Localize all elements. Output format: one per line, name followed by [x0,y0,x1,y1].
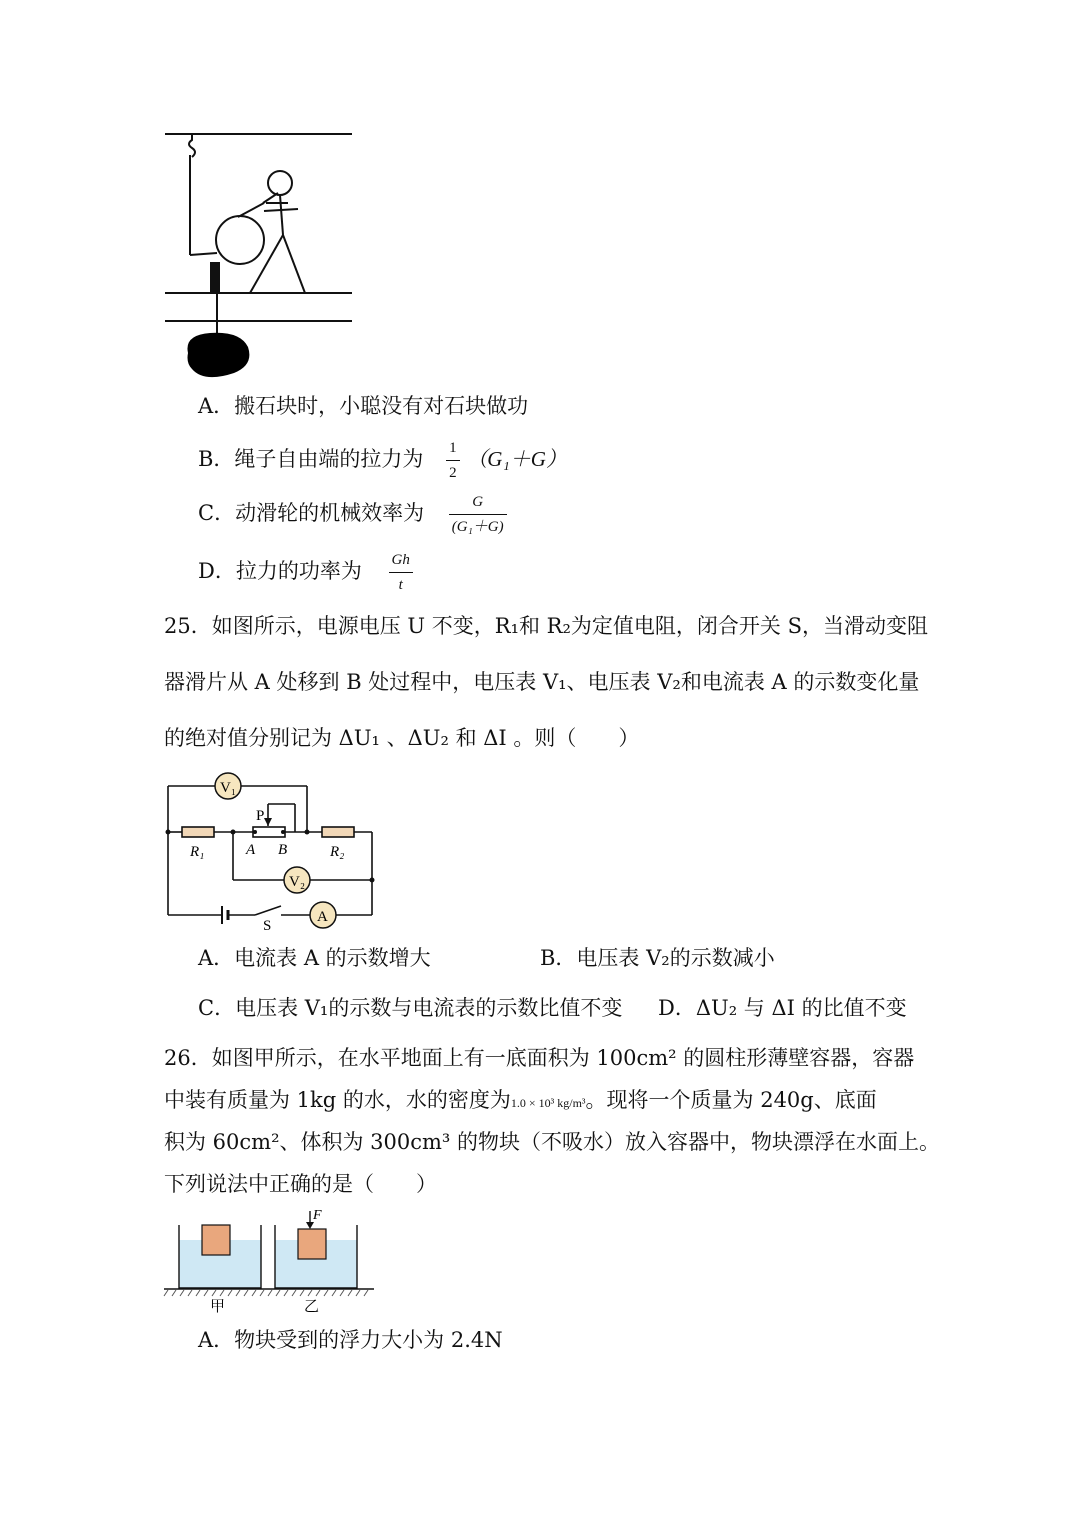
switch-s-label: S [263,918,272,930]
q26-stem-line3: 积为 60cm²、体积为 300cm³ 的物块（不吸水）放入容器中，物块漂浮在水面上。 [164,1130,941,1154]
q25-stem-line2: 器滑片从 A 处移到 B 处过程中，电压表 V₁、电压表 V₂和电流表 A 的示数变化量 [164,670,920,694]
q25-stem-line1: 25．如图所示，电源电压 U 不变，R₁和 R₂为定值电阻，闭合开关 S，当滑动变阻 [164,614,928,638]
frac-num: 1 [446,436,460,461]
circuit-figure [160,770,385,930]
meter-v2-label: V₂ [289,874,306,890]
slider-p-label: P [256,808,265,824]
q24-option-b[interactable]: B．绳子自由端的拉力为 $\frac{1}{2}$ （G₁＋G） [198,436,567,485]
frac-num: G [449,490,507,515]
q25-option-a[interactable]: A．电流表 A 的示数增大 [198,946,431,970]
fig-yi-label: 乙 [304,1297,320,1315]
containers-figure [162,1205,377,1320]
q25-option-b[interactable]: B．电压表 V₂的示数减小 [540,946,775,970]
frac-den: t [398,577,403,593]
point-b-label: B [278,842,288,858]
q25-option-d[interactable]: D．ΔU₂ 与 ΔI 的比值不变 [658,996,907,1020]
meter-a-label: A [317,909,328,925]
q26-option-a[interactable]: A．物块受到的浮力大小为 2.4N [198,1328,503,1352]
q24-option-d[interactable]: D．拉力的功率为 $\frac{Gh}{t}$ [198,548,413,597]
q24-option-a[interactable]: A．搬石块时，小聪没有对石块做功 [198,394,529,418]
force-f-label: F [313,1208,322,1223]
r2-label: R₂ [330,844,345,860]
frac-den: 2 [449,465,457,481]
pulley-figure [160,125,360,385]
q26-stem-line1: 26．如图甲所示，在水平地面上有一底面积为 100cm² 的圆柱形薄壁容器，容器 [164,1046,915,1070]
q26-stem-line2: 中装有质量为 1kg 的水，水的密度为1.0 × 10³ kg/m³。现将一个质量为 240g、底面 [164,1088,877,1112]
density-value: 1.0 × 10³ kg/m³ [510,1096,586,1110]
frac-num: Gh [389,548,413,573]
point-a-label: A [246,842,256,858]
fig-jia-label: 甲 [210,1297,226,1315]
meter-v1-label: V₁ [220,780,237,796]
frac-den: (G₁＋G) [451,519,504,535]
q26-stem-line4: 下列说法中正确的是（ ） [164,1172,437,1196]
q25-stem-line3: 的绝对值分别记为 ΔU₁ 、ΔU₂ 和 ΔI 。则（ ） [164,726,640,750]
q25-option-c[interactable]: C．电压表 V₁的示数与电流表的示数比值不变 [198,996,623,1020]
q24-option-c[interactable]: C．动滑轮的机械效率为 $\frac{G}{\text{(G₁＋G)}}$ [198,490,507,539]
r1-label: R₁ [190,844,205,860]
